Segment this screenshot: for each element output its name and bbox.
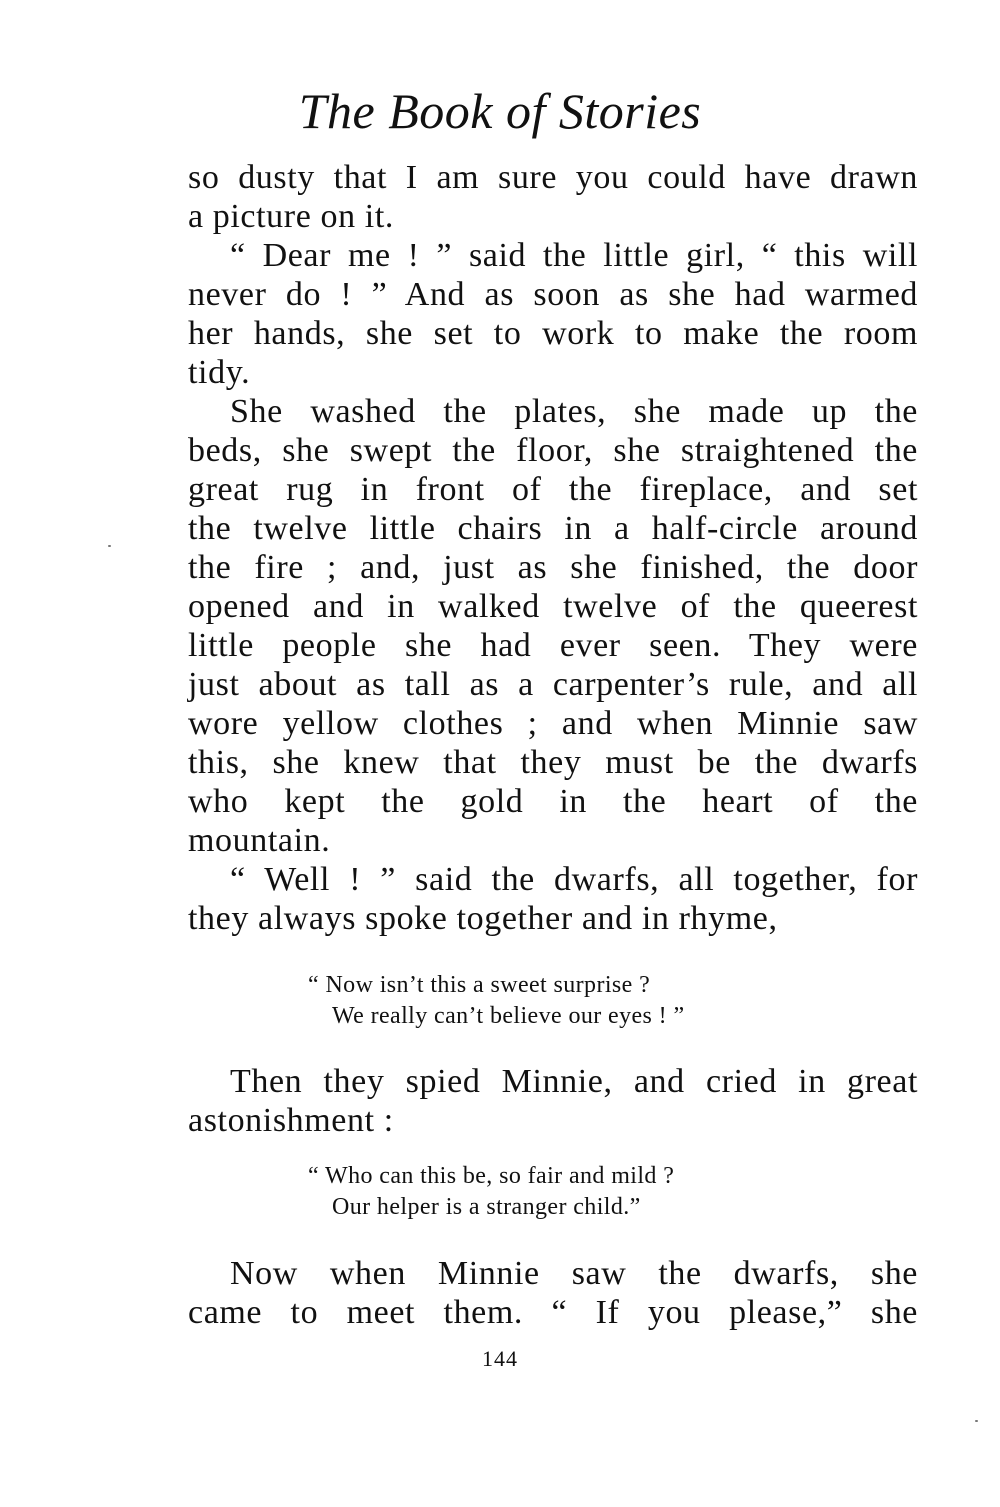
text-line: this, she knew that they must be the dwarfs [188,744,918,781]
text-line: mountain. [188,822,331,859]
text-line: they always spoke together and in rhyme, [188,900,778,937]
text-line: opened and in walked twelve of the queerest [188,588,918,625]
text-line: never do ! ” And as soon as she had warmed [188,276,918,313]
verse-line: “ Now isn’t this a sweet surprise ? [308,972,651,998]
verse-line: We really can’t believe our eyes ! ” [332,1003,685,1029]
text-line: the fire ; and, just as she finished, the door [188,549,918,586]
text-line: Now when Minnie saw the dwarfs, she [230,1255,918,1292]
text-line: great rug in front of the fireplace, and set [188,471,918,508]
text-line: little people she had ever seen. They were [188,627,918,664]
text-line: beds, she swept the floor, she straightened the [188,432,918,469]
text-line: a picture on it. [188,198,394,235]
paragraph-block-1 [188,158,918,938]
paragraph-block-3 [188,1254,918,1332]
paragraph-block-2 [188,1062,918,1140]
text-line: the twelve little chairs in a half-circle around [188,510,918,547]
text-line: She washed the plates, she made up the [230,393,918,430]
text-line: Then they spied Minnie, and cried in great [230,1063,918,1100]
text-line: “ Dear me ! ” said the little girl, “ this will [230,237,918,274]
text-line: tidy. [188,354,251,391]
text-line: astonishment : [188,1102,394,1139]
text-line: came to meet them. “ If you please,” she [188,1294,918,1331]
text-line: so dusty that I am sure you could have drawn [188,159,918,196]
text-line: her hands, she set to work to make the room [188,315,918,352]
verse-couplet-2 [308,1161,674,1223]
text-line: who kept the gold in the heart of the [188,783,918,820]
paper-speck [108,545,111,547]
text-line: “ Well ! ” said the dwarfs, all together, for [230,861,918,898]
page-number: 144 [482,1346,518,1371]
text-line: wore yellow clothes ; and when Minnie saw [188,705,918,742]
verse-line: Our helper is a stranger child.” [332,1194,641,1220]
verse-couplet-1 [308,970,685,1032]
paper-speck [975,1420,978,1422]
verse-line: “ Who can this be, so fair and mild ? [308,1163,675,1189]
running-title: The Book of Stories [298,83,702,139]
text-line: just about as tall as a carpenter’s rule, and all [188,666,918,703]
